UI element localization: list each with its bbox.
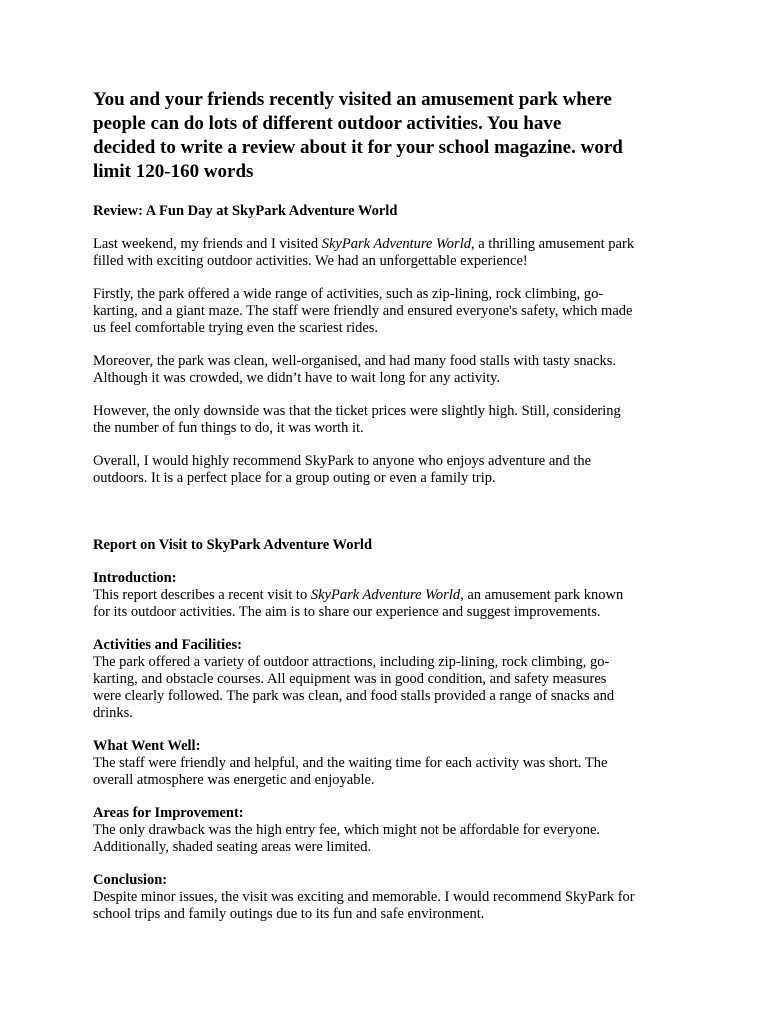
document-page xyxy=(93,88,683,923)
text-line: The park offered a variety of outdoor attractions, including zip-lining, rock climbing, go- xyxy=(93,654,610,670)
report-improvement xyxy=(93,805,683,856)
text-line: school trips and family outings due to its fun and safe environment. xyxy=(93,906,485,922)
text-line: filled with exciting outdoor activities. We had an unforgettable experience! xyxy=(93,253,528,269)
text-line: outdoors. It is a perfect place for a group outing or even a family trip. xyxy=(93,470,496,486)
text-line: Overall, I would highly recommend SkyPark to anyone who enjoys adventure and the xyxy=(93,453,592,469)
text-line: us feel comfortable trying even the scariest rides. xyxy=(93,320,379,336)
report-introduction xyxy=(93,570,683,621)
section-heading: What Went Well: xyxy=(93,738,201,754)
text-line: Additionally, shaded seating areas were limited. xyxy=(93,839,372,855)
report-conclusion xyxy=(93,872,683,923)
text-line: Despite minor issues, the visit was exciting and memorable. I would recommend SkyPark for xyxy=(93,889,635,905)
report-went-well xyxy=(93,738,683,789)
text-line: The only drawback was the high entry fee, which might not be affordable for everyone. xyxy=(93,822,601,838)
section-heading: Areas for Improvement: xyxy=(93,805,244,821)
report-activities xyxy=(93,637,683,722)
prompt-line: decided to write a review about it for your school magazine. word xyxy=(93,137,623,158)
prompt-line: limit 120-160 words xyxy=(93,161,254,182)
review-paragraph-4 xyxy=(93,403,683,437)
text-line: Moreover, the park was clean, well-organised, and had many food stalls with tasty snacks. xyxy=(93,353,617,369)
text-line: the number of fun things to do, it was worth it. xyxy=(93,420,364,436)
text-line: drinks. xyxy=(93,705,133,721)
prompt-line: You and your friends recently visited an amusement park where xyxy=(93,89,612,110)
text-fragment: , an amusement park known xyxy=(460,587,624,603)
review-title: Review: A Fun Day at SkyPark Adventure World xyxy=(93,203,398,219)
park-name-italic: SkyPark Adventure World xyxy=(310,587,461,603)
park-name-italic: SkyPark Adventure World xyxy=(321,236,471,252)
section-body xyxy=(93,587,683,621)
writing-prompt xyxy=(93,88,683,184)
review-paragraph-5 xyxy=(93,453,683,487)
prompt-line: people can do lots of different outdoor activities. You have xyxy=(93,113,562,134)
text-fragment: Last weekend, my friends and I visited xyxy=(93,236,322,252)
review-paragraph-3 xyxy=(93,353,683,387)
text-line: were clearly followed. The park was clean, and food stalls provided a range of snacks and xyxy=(93,688,615,704)
text-fragment: , a thrilling amusement park xyxy=(470,236,635,252)
section-heading: Conclusion: xyxy=(93,872,168,888)
section-body xyxy=(93,755,683,789)
text-line: Firstly, the park offered a wide range of activities, such as zip-lining, rock climbing, go- xyxy=(93,286,604,302)
text-line: karting, and a giant maze. The staff were friendly and ensured everyone's safety, which made xyxy=(93,303,633,319)
text-fragment: This report describes a recent visit to xyxy=(93,587,311,603)
section-heading: Introduction: xyxy=(93,570,177,586)
text-line: However, the only downside was that the ticket prices were slightly high. Still, considering xyxy=(93,403,621,419)
section-body xyxy=(93,654,683,722)
review-paragraph-2 xyxy=(93,286,683,337)
review-paragraph-1 xyxy=(93,236,683,270)
section-body xyxy=(93,822,683,856)
section-body xyxy=(93,889,683,923)
text-line: for its outdoor activities. The aim is to share our experience and suggest improvements. xyxy=(93,604,601,620)
text-line xyxy=(93,236,683,253)
text-line: overall atmosphere was energetic and enjoyable. xyxy=(93,772,375,788)
text-line: Although it was crowded, we didn’t have to wait long for any activity. xyxy=(93,370,501,386)
text-line: karting, and obstacle courses. All equipment was in good condition, and safety measures xyxy=(93,671,607,687)
text-line: The staff were friendly and helpful, and the waiting time for each activity was short. The xyxy=(93,755,608,771)
text-line xyxy=(93,587,683,604)
report-title: Report on Visit to SkyPark Adventure World xyxy=(93,537,373,553)
section-heading: Activities and Facilities: xyxy=(93,637,243,653)
